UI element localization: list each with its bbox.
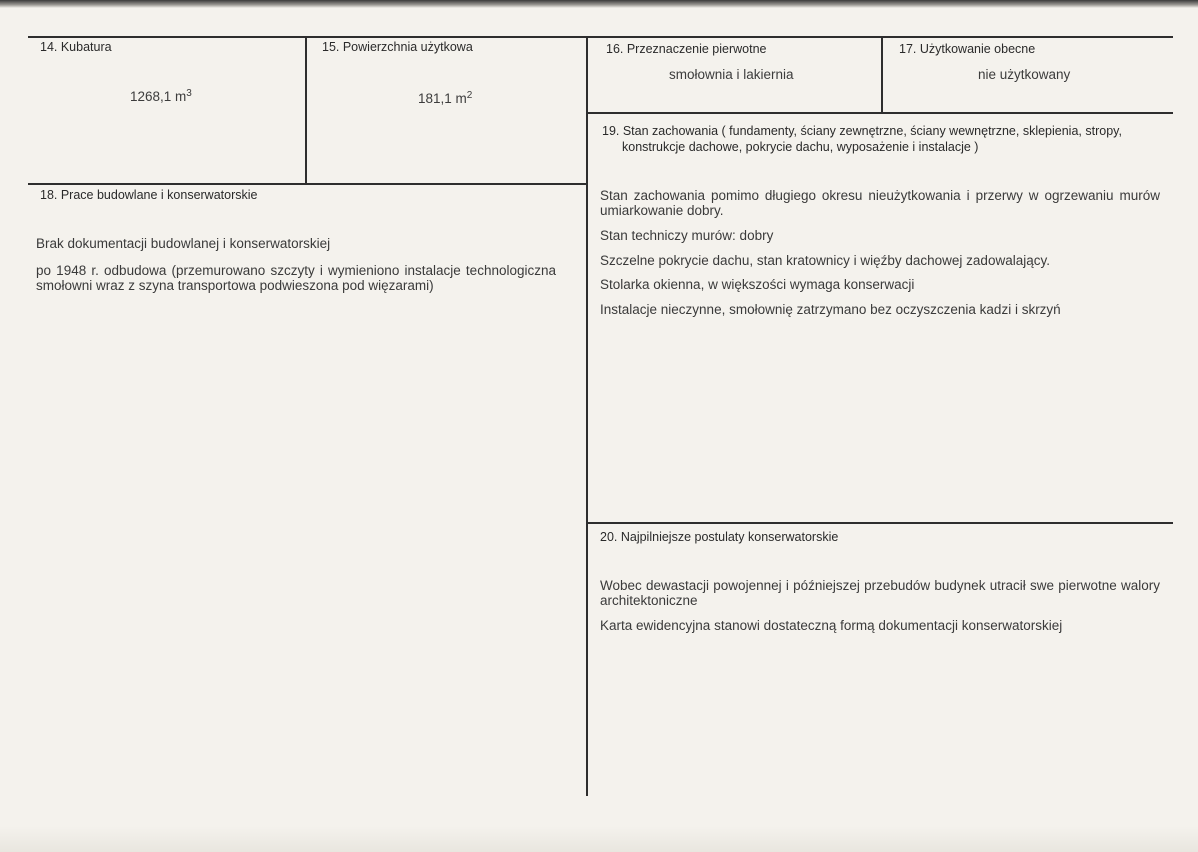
section-20-top bbox=[588, 522, 1173, 524]
field-18-paragraph-1: Brak dokumentacji budowlanej i konserwatorskiej bbox=[36, 236, 331, 251]
field-19-paragraph-4: Stolarka okienna, w większości wymaga konserwacji bbox=[600, 277, 915, 292]
field-17-value: nie użytkowany bbox=[978, 67, 1071, 82]
field-19-label-line-2: konstrukcje dachowe, pokrycie dachu, wyposażenie i instalacje ) bbox=[622, 140, 979, 154]
field-18-paragraph-2: po 1948 r. odbudowa (przemurowano szczyty i wymieniono instalacje technologiczna smołowni wraz z szyna transportowa podwieszona pod więzarami) bbox=[36, 263, 556, 293]
scan-top-edge bbox=[0, 0, 1198, 8]
field-15-value bbox=[418, 90, 472, 107]
top-border-left bbox=[28, 36, 586, 38]
field-16-label: 16. Przeznaczenie pierwotne bbox=[606, 42, 767, 56]
field-18-label: 18. Prace budowlane i konserwatorskie bbox=[40, 188, 258, 202]
field-14-unit-exponent: 3 bbox=[186, 88, 192, 99]
field-15-unit-exponent: 2 bbox=[466, 90, 473, 101]
field-14-label: 14. Kubatura bbox=[40, 40, 112, 54]
field-14-number: 1268,1 m bbox=[130, 89, 187, 104]
field-14-value bbox=[130, 88, 192, 105]
row-16-17-bottom bbox=[588, 112, 1173, 114]
field-16-value: smołownia i lakiernia bbox=[669, 67, 794, 82]
center-vertical-divider bbox=[586, 36, 588, 796]
field-19-label-line-1: 19. Stan zachowania ( fundamenty, ściany zewnętrzne, ściany wewnętrzne, sklepienia, stropy, bbox=[602, 124, 1122, 138]
left-section-divider bbox=[28, 183, 586, 185]
field-19-paragraph-2: Stan techniczy murów: dobry bbox=[600, 228, 774, 243]
field-15-number: 181,1 m bbox=[418, 91, 467, 106]
divider-14-15 bbox=[305, 36, 307, 184]
divider-16-17 bbox=[881, 36, 883, 112]
scan-bottom-edge bbox=[0, 826, 1198, 852]
field-19-paragraph-1: Stan zachowania pomimo długiego okresu nieużytkowania i przerwy w ogrzewaniu murów umiarkowanie dobry. bbox=[600, 188, 1160, 218]
field-15-label: 15. Powierzchnia użytkowa bbox=[322, 40, 473, 54]
field-20-label: 20. Najpilniejsze postulaty konserwatorskie bbox=[600, 530, 839, 544]
field-20-paragraph-1: Wobec dewastacji powojennej i późniejszej przebudów budynek utracił swe pierwotne walory architektoniczne bbox=[600, 578, 1160, 608]
field-17-label: 17. Użytkowanie obecne bbox=[899, 42, 1036, 56]
field-19-paragraph-5: Instalacje nieczynne, smołownię zatrzymano bez oczyszczenia kadzi i skrzyń bbox=[600, 302, 1061, 317]
field-19-paragraph-3: Szczelne pokrycie dachu, stan kratownicy i więźby dachowej zadowalający. bbox=[600, 253, 1050, 268]
field-20-paragraph-2: Karta ewidencyjna stanowi dostateczną formą dokumentacji konserwatorskiej bbox=[600, 618, 1063, 633]
